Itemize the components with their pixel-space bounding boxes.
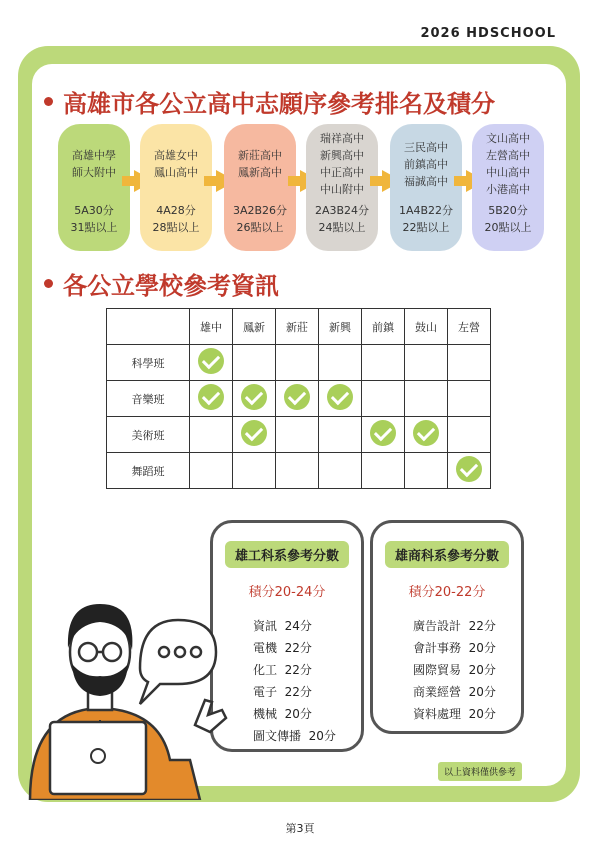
table-cell [276, 453, 319, 489]
check-icon [241, 420, 267, 446]
department-row [413, 659, 496, 681]
table-cell [319, 417, 362, 453]
tier-pill [472, 124, 544, 251]
table-cell [362, 453, 405, 489]
tier-pill [306, 124, 378, 251]
tier-school-name: 前鎮高中 [404, 157, 448, 171]
column-header: 左營 [448, 309, 491, 345]
table-cell [190, 453, 233, 489]
tier-schools [306, 130, 378, 198]
check-icon [413, 420, 439, 446]
tier-grade: 1A4B22分 [398, 204, 454, 217]
table-cell [448, 417, 491, 453]
department-score: 24分 [284, 619, 312, 633]
department-score: 22分 [284, 663, 312, 677]
tier-points: 26點以上 [236, 221, 284, 234]
tier-grade: 3A2B26分 [232, 204, 288, 217]
engineering-range: 積分20-24分 [248, 585, 326, 600]
check-icon [370, 420, 396, 446]
department-name: 商業經營 [413, 685, 462, 699]
department-name: 電子 [253, 685, 278, 699]
row-label: 舞蹈班 [107, 453, 190, 489]
department-score: 20分 [308, 729, 336, 743]
tier-schools [224, 130, 296, 198]
tier-school-name: 鳳新高中 [238, 166, 282, 179]
commerce-card [370, 520, 524, 734]
table-cell [448, 381, 491, 417]
table-cell [190, 381, 233, 417]
tier-school-name: 中山高中 [486, 166, 530, 179]
tier-points: 28點以上 [152, 221, 200, 234]
table-cell [233, 345, 276, 381]
table-row [107, 417, 491, 453]
column-header: 雄中 [190, 309, 233, 345]
department-row [253, 681, 336, 703]
table-cell [190, 345, 233, 381]
column-header: 前鎮 [362, 309, 405, 345]
bullet-icon [44, 279, 53, 288]
table-cell [276, 381, 319, 417]
department-row [253, 637, 336, 659]
table-cell [233, 381, 276, 417]
column-header: 鼓山 [405, 309, 448, 345]
brand-label: 2026 HDSCHOOL [420, 26, 556, 41]
tier-school-name: 鳳山高中 [154, 166, 198, 179]
table-cell [448, 345, 491, 381]
table-cell [405, 417, 448, 453]
tier-school-name: 新興高中 [320, 149, 364, 162]
section-title-schools: 各公立學校參考資訊 [44, 266, 279, 301]
department-score: 20分 [468, 685, 496, 699]
table-cell [276, 417, 319, 453]
tier-pill [140, 124, 212, 251]
table-row [107, 453, 491, 489]
column-header: 新莊 [276, 309, 319, 345]
tier-pill [224, 124, 296, 251]
department-row [253, 615, 336, 637]
table-corner-cell [107, 309, 190, 345]
table-cell [362, 345, 405, 381]
teacher-illustration [0, 560, 240, 800]
tier-school-name: 高雄中學 [72, 149, 116, 162]
column-header: 鳳新 [233, 309, 276, 345]
department-name: 化工 [253, 663, 278, 677]
tier-school-name: 高雄女中 [154, 149, 198, 162]
table-cell [190, 417, 233, 453]
table-row [107, 345, 491, 381]
tier-school-name: 福誠高中 [404, 174, 448, 188]
table-cell [405, 381, 448, 417]
tier-grade: 5B20分 [488, 204, 528, 217]
row-label: 美術班 [107, 417, 190, 453]
department-score: 22分 [284, 641, 312, 655]
check-icon [284, 384, 310, 410]
tier-school-name: 中正高中 [320, 166, 364, 179]
department-row [413, 703, 496, 725]
engineering-title: 雄工科系參考分數 [225, 541, 349, 568]
commerce-title: 雄商科系參考分數 [385, 541, 509, 568]
table-cell [405, 345, 448, 381]
tier-school-name: 小港高中 [486, 183, 530, 196]
tier-points: 24點以上 [318, 221, 366, 234]
tier-school-name: 中山附中 [320, 183, 364, 196]
check-icon [456, 456, 482, 482]
department-name: 電機 [253, 641, 278, 655]
department-name: 資料處理 [413, 707, 462, 721]
table-cell [405, 453, 448, 489]
tier-school-name: 左營高中 [486, 149, 530, 162]
engineering-list [253, 615, 336, 747]
tier-school-name: 新莊高中 [238, 149, 282, 162]
tier-pill [58, 124, 130, 251]
department-row [253, 725, 336, 747]
department-name: 資訊 [253, 619, 278, 633]
tier-school-name: 師大附中 [72, 166, 116, 179]
table-cell [448, 453, 491, 489]
department-row [413, 681, 496, 703]
check-icon [327, 384, 353, 410]
tier-grade: 5A30分 [74, 204, 114, 217]
tier-grade: 2A3B24分 [314, 204, 370, 217]
school-program-table [106, 308, 491, 489]
department-name: 廣告設計 [413, 619, 462, 633]
department-name: 會計事務 [413, 641, 462, 655]
tier-pill [390, 124, 462, 251]
table-cell [362, 381, 405, 417]
tier-school-name: 瑞祥高中 [320, 132, 364, 145]
row-label: 科學班 [107, 345, 190, 381]
table-cell [319, 345, 362, 381]
department-score: 22分 [284, 685, 312, 699]
tier-school-name: 三民高中 [404, 140, 448, 154]
bullet-icon [44, 97, 53, 106]
tier-schools [140, 130, 212, 198]
tier-points: 20點以上 [484, 221, 532, 234]
section-title-ranking: 高雄市各公立高中志願序參考排名及積分 [44, 84, 495, 119]
tier-schools [472, 130, 544, 198]
check-icon [241, 384, 267, 410]
check-icon [198, 384, 224, 410]
department-row [413, 637, 496, 659]
table-cell [319, 453, 362, 489]
row-label: 音樂班 [107, 381, 190, 417]
department-score: 22分 [468, 619, 496, 633]
table-header-row [107, 309, 491, 345]
department-row [253, 703, 336, 725]
department-score: 20分 [284, 707, 312, 721]
department-name: 國際貿易 [413, 663, 462, 677]
commerce-list [413, 615, 496, 725]
column-header: 新興 [319, 309, 362, 345]
table-cell [276, 345, 319, 381]
table-cell [319, 381, 362, 417]
table-cell [233, 417, 276, 453]
department-score: 20分 [468, 707, 496, 721]
tier-points: 31點以上 [70, 221, 118, 234]
tier-points: 22點以上 [402, 221, 450, 234]
department-row [253, 659, 336, 681]
department-name: 機械 [253, 707, 278, 721]
tier-schools [390, 130, 462, 198]
table-cell [233, 453, 276, 489]
department-row [413, 615, 496, 637]
tier-schools [58, 130, 130, 198]
table-cell [362, 417, 405, 453]
check-icon [198, 348, 224, 374]
department-score: 20分 [468, 641, 496, 655]
table-row [107, 381, 491, 417]
tier-school-name: 文山高中 [486, 132, 530, 145]
disclaimer-note: 以上資料僅供參考 [438, 762, 522, 781]
tier-grade: 4A28分 [156, 204, 196, 217]
commerce-range: 積分20-22分 [408, 585, 486, 600]
page-number: 第3頁 [285, 822, 315, 835]
department-score: 20分 [468, 663, 496, 677]
department-name: 圖文傳播 [253, 729, 302, 743]
